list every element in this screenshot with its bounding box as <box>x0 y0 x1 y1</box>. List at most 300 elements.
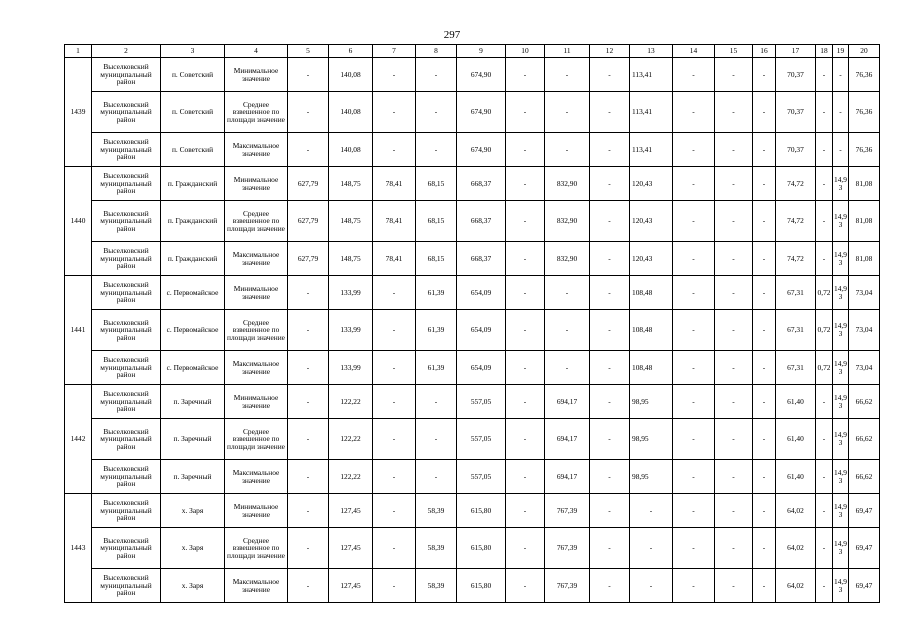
table-cell: 74,72 <box>776 242 816 276</box>
table-cell: - <box>373 385 416 419</box>
table-cell: 81,08 <box>849 201 880 242</box>
table-cell: 140,08 <box>329 133 373 167</box>
table-cell: - <box>715 201 753 242</box>
table-cell: 140,08 <box>329 92 373 133</box>
table-cell: - <box>816 528 833 569</box>
table-cell: 108,48 <box>630 351 673 385</box>
table-cell: - <box>816 92 833 133</box>
table-cell: 58,39 <box>416 494 457 528</box>
table-cell: х. Заря <box>161 494 225 528</box>
table-cell: - <box>506 351 545 385</box>
table-cell: 64,02 <box>776 569 816 603</box>
table-cell: - <box>506 276 545 310</box>
table-cell: Выселковский муниципальный район <box>92 133 161 167</box>
table-cell: Среднее взвешенное по площади значение <box>225 528 288 569</box>
table-cell: 674,90 <box>457 58 506 92</box>
table-cell: 78,41 <box>373 167 416 201</box>
table-cell: 14,93 <box>833 419 849 460</box>
table-cell: 113,41 <box>630 58 673 92</box>
table-cell: Выселковский муниципальный район <box>92 494 161 528</box>
table-cell: - <box>545 92 590 133</box>
table-cell: Выселковский муниципальный район <box>92 276 161 310</box>
table-cell: Выселковский муниципальный район <box>92 310 161 351</box>
table-cell: 767,39 <box>545 528 590 569</box>
table-cell: 14,93 <box>833 276 849 310</box>
table-cell: 127,45 <box>329 494 373 528</box>
table-cell: 133,99 <box>329 276 373 310</box>
table-cell: 615,80 <box>457 569 506 603</box>
table-cell: - <box>630 528 673 569</box>
table-cell: - <box>753 494 776 528</box>
table-cell: - <box>816 494 833 528</box>
table-cell: - <box>373 351 416 385</box>
table-cell: 76,36 <box>849 58 880 92</box>
table-cell: 140,08 <box>329 58 373 92</box>
table-cell: 122,22 <box>329 419 373 460</box>
table-cell: - <box>715 460 753 494</box>
table-cell: 674,90 <box>457 133 506 167</box>
column-number: 10 <box>506 45 545 58</box>
table-cell: - <box>816 201 833 242</box>
table-cell: - <box>590 569 630 603</box>
table-cell: - <box>715 276 753 310</box>
table-cell: - <box>673 133 715 167</box>
table-cell: 78,41 <box>373 242 416 276</box>
table-cell: 120,43 <box>630 201 673 242</box>
table-cell: Выселковский муниципальный район <box>92 569 161 603</box>
table-cell: - <box>373 310 416 351</box>
table-cell: - <box>288 58 329 92</box>
table-cell: 120,43 <box>630 167 673 201</box>
table-row <box>65 569 880 603</box>
table-cell: - <box>545 133 590 167</box>
table-cell: Минимальное значение <box>225 276 288 310</box>
table-cell: - <box>590 460 630 494</box>
table-cell: 69,47 <box>849 569 880 603</box>
table-cell: 14,93 <box>833 494 849 528</box>
table-cell: 81,08 <box>849 167 880 201</box>
table-cell: - <box>590 92 630 133</box>
table-cell: - <box>288 385 329 419</box>
table-cell: 122,22 <box>329 460 373 494</box>
table-cell: - <box>506 201 545 242</box>
table-cell: 61,40 <box>776 419 816 460</box>
column-number: 15 <box>715 45 753 58</box>
table-cell: - <box>715 569 753 603</box>
table-cell: - <box>715 528 753 569</box>
table-cell: 68,15 <box>416 242 457 276</box>
table-cell: с. Первомайское <box>161 351 225 385</box>
table-cell: 58,39 <box>416 528 457 569</box>
table-cell: Выселковский муниципальный район <box>92 528 161 569</box>
column-number: 8 <box>416 45 457 58</box>
table-cell: 69,47 <box>849 528 880 569</box>
table-cell: - <box>673 242 715 276</box>
table-cell: - <box>715 494 753 528</box>
table-cell: 832,90 <box>545 167 590 201</box>
table-cell: 14,93 <box>833 460 849 494</box>
table-cell: п. Гражданский <box>161 201 225 242</box>
table-cell: - <box>288 460 329 494</box>
table-cell: - <box>373 419 416 460</box>
table-cell: с. Первомайское <box>161 310 225 351</box>
table-cell: 61,40 <box>776 460 816 494</box>
table-cell: - <box>673 201 715 242</box>
table-cell: - <box>630 569 673 603</box>
table-cell: 615,80 <box>457 528 506 569</box>
column-number: 12 <box>590 45 630 58</box>
table-cell: 61,39 <box>416 351 457 385</box>
table-cell: - <box>506 569 545 603</box>
table-cell: 61,39 <box>416 276 457 310</box>
table-cell: 14,93 <box>833 310 849 351</box>
column-number: 18 <box>816 45 833 58</box>
table-cell: - <box>753 569 776 603</box>
table-row <box>65 460 880 494</box>
table-cell: - <box>673 58 715 92</box>
table-cell: - <box>816 460 833 494</box>
table-cell: - <box>673 528 715 569</box>
table-cell: - <box>833 133 849 167</box>
table-cell: с. Первомайское <box>161 276 225 310</box>
table-cell: - <box>373 133 416 167</box>
table-cell: - <box>590 58 630 92</box>
table-row <box>65 494 880 528</box>
table-cell: х. Заря <box>161 528 225 569</box>
table-cell: - <box>590 494 630 528</box>
table-cell: 133,99 <box>329 351 373 385</box>
table-cell: - <box>288 419 329 460</box>
table-cell: 668,37 <box>457 167 506 201</box>
table-cell: - <box>715 242 753 276</box>
table-cell: - <box>288 92 329 133</box>
table-cell: - <box>753 385 776 419</box>
table-cell: - <box>715 92 753 133</box>
table-cell: Выселковский муниципальный район <box>92 167 161 201</box>
table-cell: п. Гражданский <box>161 242 225 276</box>
table-cell: - <box>288 310 329 351</box>
table-cell: - <box>545 351 590 385</box>
table-cell: п. Советский <box>161 133 225 167</box>
table-cell: 14,93 <box>833 528 849 569</box>
column-number: 2 <box>92 45 161 58</box>
column-number: 7 <box>373 45 416 58</box>
table-cell: - <box>590 133 630 167</box>
table-row <box>65 242 880 276</box>
table-cell: - <box>590 201 630 242</box>
table-cell: - <box>715 58 753 92</box>
table-row <box>65 351 880 385</box>
table-cell: 73,04 <box>849 351 880 385</box>
table-cell: 674,90 <box>457 92 506 133</box>
column-number: 5 <box>288 45 329 58</box>
column-number: 20 <box>849 45 880 58</box>
table-cell: - <box>753 133 776 167</box>
table-cell: Выселковский муниципальный район <box>92 58 161 92</box>
table-cell: 81,08 <box>849 242 880 276</box>
table-cell: 68,15 <box>416 167 457 201</box>
table-cell: 66,62 <box>849 419 880 460</box>
table-cell: - <box>816 167 833 201</box>
table-cell: 64,02 <box>776 494 816 528</box>
table-cell: - <box>816 133 833 167</box>
table-cell: - <box>416 460 457 494</box>
table-cell: - <box>373 569 416 603</box>
column-number: 1 <box>65 45 92 58</box>
table-cell: 14,93 <box>833 351 849 385</box>
table-cell: п. Заречный <box>161 419 225 460</box>
table-cell: 615,80 <box>457 494 506 528</box>
table-cell: - <box>416 92 457 133</box>
table-cell: 120,43 <box>630 242 673 276</box>
table-cell: - <box>590 528 630 569</box>
table-cell: 108,48 <box>630 276 673 310</box>
table-cell: 668,37 <box>457 242 506 276</box>
table-cell: - <box>753 276 776 310</box>
table-cell: 69,47 <box>849 494 880 528</box>
table-row <box>65 201 880 242</box>
column-number: 13 <box>630 45 673 58</box>
table-cell: 0,72 <box>816 276 833 310</box>
table-cell: - <box>673 385 715 419</box>
table-cell: 627,79 <box>288 242 329 276</box>
table-cell: 113,41 <box>630 92 673 133</box>
table-cell: - <box>753 92 776 133</box>
table-cell: Максимальное значение <box>225 569 288 603</box>
table-cell: - <box>545 310 590 351</box>
table-cell: - <box>673 569 715 603</box>
table-cell: - <box>753 310 776 351</box>
table-cell: 557,05 <box>457 385 506 419</box>
table-cell: Выселковский муниципальный район <box>92 201 161 242</box>
table-cell: - <box>673 167 715 201</box>
table-cell: - <box>416 419 457 460</box>
table-cell: 68,15 <box>416 201 457 242</box>
table-cell: 61,39 <box>416 310 457 351</box>
table-cell: Выселковский муниципальный район <box>92 351 161 385</box>
table-cell: 64,02 <box>776 528 816 569</box>
table-cell: Выселковский муниципальный район <box>92 92 161 133</box>
record-number: 1443 <box>65 494 92 603</box>
table-cell: 67,31 <box>776 310 816 351</box>
table-cell: - <box>288 528 329 569</box>
table-cell: 108,48 <box>630 310 673 351</box>
table-cell: х. Заря <box>161 569 225 603</box>
table-cell: 61,40 <box>776 385 816 419</box>
table-cell: 832,90 <box>545 201 590 242</box>
table-cell: Максимальное значение <box>225 351 288 385</box>
table-row <box>65 167 880 201</box>
table-cell: 76,36 <box>849 133 880 167</box>
table-cell: 78,41 <box>373 201 416 242</box>
table-cell: - <box>373 528 416 569</box>
table-cell: - <box>673 92 715 133</box>
table-cell: Минимальное значение <box>225 167 288 201</box>
table-cell: - <box>590 276 630 310</box>
column-number: 6 <box>329 45 373 58</box>
table-cell: Минимальное значение <box>225 385 288 419</box>
table-cell: 98,95 <box>630 419 673 460</box>
table-cell: 557,05 <box>457 460 506 494</box>
table-cell: 73,04 <box>849 276 880 310</box>
table-cell: 148,75 <box>329 201 373 242</box>
table-cell: - <box>373 58 416 92</box>
table-cell: 122,22 <box>329 385 373 419</box>
table-cell: - <box>288 351 329 385</box>
table-cell: 627,79 <box>288 201 329 242</box>
table-cell: 70,37 <box>776 133 816 167</box>
table-cell: - <box>545 276 590 310</box>
table-cell: 557,05 <box>457 419 506 460</box>
table-cell: Выселковский муниципальный район <box>92 460 161 494</box>
table-cell: - <box>506 528 545 569</box>
table-cell: п. Заречный <box>161 460 225 494</box>
table-cell: - <box>715 310 753 351</box>
table-cell: - <box>753 460 776 494</box>
table-cell: 98,95 <box>630 385 673 419</box>
table-cell: Минимальное значение <box>225 494 288 528</box>
table-cell: 66,62 <box>849 385 880 419</box>
page-number: 297 <box>443 29 461 41</box>
table-cell: - <box>288 494 329 528</box>
table-cell: - <box>506 460 545 494</box>
table-cell: - <box>753 167 776 201</box>
table-cell: - <box>545 58 590 92</box>
table-cell: 14,93 <box>833 242 849 276</box>
table-cell: - <box>590 385 630 419</box>
table-row <box>65 276 880 310</box>
table-cell: 74,72 <box>776 167 816 201</box>
table-cell: 67,31 <box>776 276 816 310</box>
table-cell: 58,39 <box>416 569 457 603</box>
table-cell: - <box>506 494 545 528</box>
column-number-row <box>65 45 880 58</box>
table-cell: - <box>506 92 545 133</box>
table-cell: 14,93 <box>833 569 849 603</box>
table-cell: 148,75 <box>329 242 373 276</box>
table-cell: - <box>673 276 715 310</box>
table-cell: Максимальное значение <box>225 133 288 167</box>
table-row <box>65 133 880 167</box>
table-cell: - <box>715 351 753 385</box>
table-cell: - <box>506 310 545 351</box>
table-cell: Среднее взвешенное по площади значение <box>225 419 288 460</box>
table-cell: - <box>416 133 457 167</box>
table-cell: - <box>373 276 416 310</box>
table-cell: 74,72 <box>776 201 816 242</box>
table-cell: - <box>673 494 715 528</box>
table-cell: - <box>288 133 329 167</box>
table-cell: 694,17 <box>545 460 590 494</box>
column-number: 17 <box>776 45 816 58</box>
table-cell: - <box>816 58 833 92</box>
table-cell: 767,39 <box>545 494 590 528</box>
table-cell: 767,39 <box>545 569 590 603</box>
table-cell: - <box>630 494 673 528</box>
table-row <box>65 92 880 133</box>
table-cell: - <box>673 460 715 494</box>
table-cell: - <box>288 276 329 310</box>
table-cell: 70,37 <box>776 58 816 92</box>
table-cell: - <box>416 58 457 92</box>
table-cell: 694,17 <box>545 419 590 460</box>
table-cell: - <box>816 242 833 276</box>
table-cell: - <box>833 58 849 92</box>
table-cell: - <box>590 242 630 276</box>
table-cell: 654,09 <box>457 310 506 351</box>
table-cell: 627,79 <box>288 167 329 201</box>
table-cell: - <box>753 351 776 385</box>
table-cell: - <box>715 133 753 167</box>
record-number: 1439 <box>65 58 92 167</box>
table-cell: - <box>833 92 849 133</box>
table-cell: 654,09 <box>457 351 506 385</box>
table-cell: 70,37 <box>776 92 816 133</box>
table-cell: - <box>416 385 457 419</box>
table-cell: - <box>373 460 416 494</box>
table-cell: 98,95 <box>630 460 673 494</box>
table-cell: - <box>373 92 416 133</box>
table-cell: п. Советский <box>161 92 225 133</box>
table-cell: 0,72 <box>816 310 833 351</box>
table-cell: - <box>506 167 545 201</box>
table-cell: 668,37 <box>457 201 506 242</box>
column-number: 16 <box>753 45 776 58</box>
table-cell: - <box>506 58 545 92</box>
record-number: 1442 <box>65 385 92 494</box>
table-cell: 73,04 <box>849 310 880 351</box>
record-number: 1441 <box>65 276 92 385</box>
table-cell: 113,41 <box>630 133 673 167</box>
table-cell: Выселковский муниципальный район <box>92 385 161 419</box>
table-cell: - <box>506 242 545 276</box>
table-cell: Среднее взвешенное по площади значение <box>225 201 288 242</box>
table-cell: - <box>753 419 776 460</box>
table-cell: 654,09 <box>457 276 506 310</box>
table-cell: - <box>506 133 545 167</box>
table-row <box>65 385 880 419</box>
table-cell: - <box>373 494 416 528</box>
table-cell: Максимальное значение <box>225 460 288 494</box>
table-cell: - <box>590 310 630 351</box>
cadastral-value-table <box>64 44 880 603</box>
column-number: 3 <box>161 45 225 58</box>
table-cell: Выселковский муниципальный район <box>92 242 161 276</box>
table-cell: - <box>753 528 776 569</box>
table-cell: - <box>715 385 753 419</box>
table-cell: п. Советский <box>161 58 225 92</box>
table-cell: - <box>753 58 776 92</box>
table-cell: 694,17 <box>545 385 590 419</box>
table-cell: - <box>673 310 715 351</box>
table-cell: п. Заречный <box>161 385 225 419</box>
table-cell: - <box>590 167 630 201</box>
table-cell: - <box>816 385 833 419</box>
record-number: 1440 <box>65 167 92 276</box>
table-cell: - <box>753 201 776 242</box>
table-cell: 127,45 <box>329 569 373 603</box>
table-cell: - <box>673 419 715 460</box>
table-cell: п. Гражданский <box>161 167 225 201</box>
column-number: 11 <box>545 45 590 58</box>
table-cell: - <box>673 351 715 385</box>
table-cell: - <box>715 419 753 460</box>
column-number: 14 <box>673 45 715 58</box>
column-number: 4 <box>225 45 288 58</box>
table-cell: 14,93 <box>833 201 849 242</box>
table-cell: - <box>506 419 545 460</box>
table-cell: 133,99 <box>329 310 373 351</box>
